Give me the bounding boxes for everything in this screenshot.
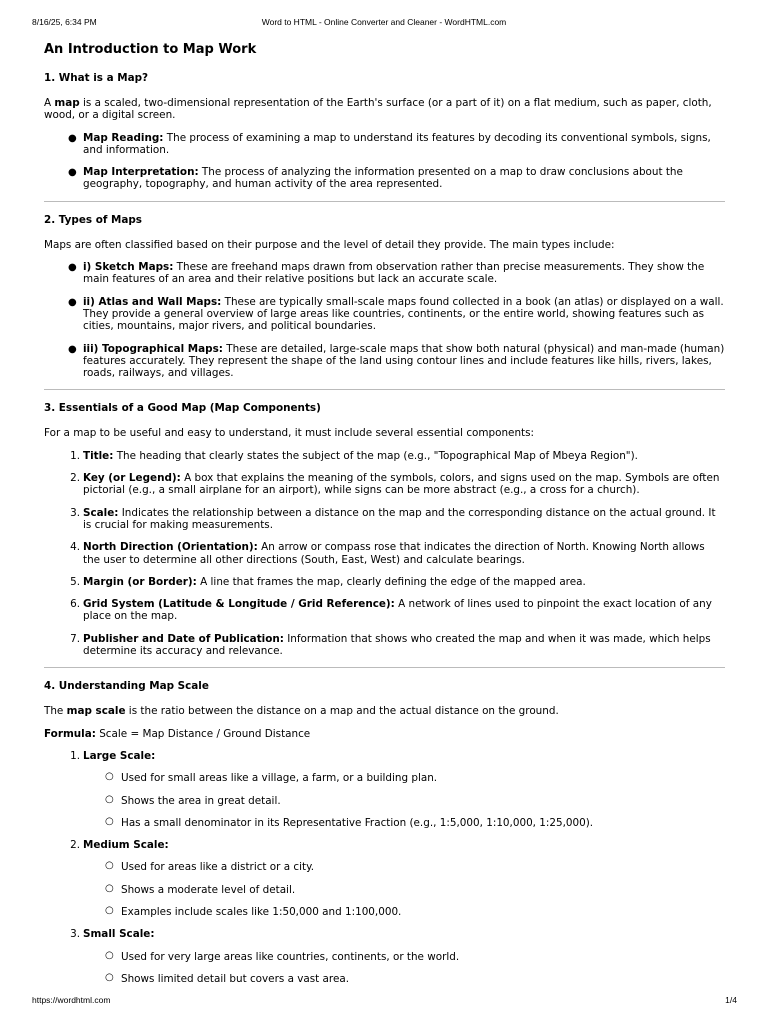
print-page-title: Word to HTML - Online Converter and Cleaner - WordHTML.com <box>261 17 507 27</box>
paragraph: A map is a scaled, two-dimensional representation of the Earth's surface (or a part of it) on a flat medium, such as paper, cloth, wood, or a digital screen. <box>44 97 712 122</box>
list-item: 1. Large Scale: <box>44 750 725 762</box>
list-item: ● ii) Atlas and Wall Maps: These are typically small-scale maps found collected in a book (an atlas) or displayed on a wall. They provide a general overview of large areas like countries, continents, or the entire world, showing features such as cities, mountains, major rivers, and political boundaries. <box>68 295 724 333</box>
list-number: 3. <box>70 506 80 519</box>
sub-list-item: ○ Examples include scales like 1:50,000 and 1:100,000. <box>105 904 402 918</box>
list-item: ● i) Sketch Maps: These are freehand maps drawn from observation rather than precise measurements. They show the main features of an area and their relative positions but lack an accurate scale. <box>68 261 705 286</box>
bullet-icon: ● <box>68 132 77 144</box>
sub-list-item: ○ Has a small denominator in its Representative Fraction (e.g., 1:5,000, 1:10,000, 1:25,000). <box>105 815 594 829</box>
circle-bullet-icon: ○ <box>105 882 114 894</box>
sub-list <box>44 951 725 986</box>
list-item: 7. Publisher and Date of Publication: Information that shows who created the map and when it was made, which helps determine its accuracy and relevance. <box>44 633 725 658</box>
list-number: 2. <box>70 472 80 485</box>
list-item: 2. Medium Scale: <box>44 839 725 851</box>
circle-bullet-icon: ○ <box>105 971 114 983</box>
section-heading: 2. Types of Maps <box>44 213 142 226</box>
circle-bullet-icon: ○ <box>105 793 114 805</box>
list-item: 2. Key (or Legend): A box that explains the meaning of the symbols, colors, and signs used on the map. Symbols are often pictorial (e.g., a small airplane for an airport), while signs can be more abstract (e.g., a cross for a church). <box>44 472 725 497</box>
list-number: 1. <box>70 749 80 762</box>
formula: Formula: Scale = Map Distance / Ground Distance <box>44 727 311 740</box>
print-datetime: 8/16/25, 6:34 PM <box>32 17 97 27</box>
scale-types-list <box>44 928 725 940</box>
list-number: 1. <box>70 449 80 462</box>
footer-url: https://wordhtml.com <box>32 995 111 1005</box>
bullet-icon: ● <box>68 296 77 308</box>
bullet-list <box>44 132 725 191</box>
list-number: 6. <box>70 598 80 611</box>
document-body <box>44 42 725 995</box>
list-number: 4. <box>70 541 80 554</box>
sub-list-item: ○ Shows limited detail but covers a vast area. <box>105 971 350 985</box>
list-item: ● iii) Topographical Maps: These are detailed, large-scale maps that show both natural (physical) and man-made (human) features accurately. They represent the shape of the land using contour lines and include features like hills, rivers, lakes, roads, railways, and villages. <box>68 342 725 380</box>
scale-types-list <box>44 839 725 851</box>
divider <box>44 389 725 390</box>
document-title: An Introduction to Map Work <box>44 42 257 57</box>
paragraph: For a map to be useful and easy to understand, it must include several essential components: <box>44 427 535 440</box>
sub-list <box>44 861 725 918</box>
sub-list-item: ○ Used for small areas like a village, a farm, or a building plan. <box>105 771 438 785</box>
numbered-list <box>44 450 725 658</box>
list-number: 7. <box>70 632 80 645</box>
circle-bullet-icon: ○ <box>105 771 114 783</box>
list-item: 1. Title: The heading that clearly states the subject of the map (e.g., "Topographical Map of Mbeya Region"). <box>44 450 725 462</box>
page-number: 1/4 <box>725 995 737 1005</box>
list-number: 2. <box>70 839 80 852</box>
section-heading: 4. Understanding Map Scale <box>44 680 209 693</box>
list-item: 6. Grid System (Latitude & Longitude / Grid Reference): A network of lines used to pinpoint the exact location of any place on the map. <box>44 598 725 623</box>
bullet-icon: ● <box>68 262 77 274</box>
paragraph: Maps are often classified based on their purpose and the level of detail they provide. The main types include: <box>44 238 615 251</box>
list-number: 3. <box>70 928 80 941</box>
circle-bullet-icon: ○ <box>105 904 114 916</box>
bullet-icon: ● <box>68 167 77 179</box>
circle-bullet-icon: ○ <box>105 815 114 827</box>
bullet-list <box>44 261 725 379</box>
list-item: ● Map Interpretation: The process of analyzing the information presented on a map to draw conclusions about the geography, topography, and human activity of the area represented. <box>68 166 683 191</box>
sub-list-item: ○ Used for very large areas like countries, continents, or the world. <box>105 949 460 963</box>
sub-list-item: ○ Shows the area in great detail. <box>105 793 281 807</box>
list-item: 3. Small Scale: <box>44 928 725 940</box>
list-item: 4. North Direction (Orientation): An arrow or compass rose that indicates the direction of North. Knowing North allows the user to determine all other directions (South, East, West) and calculate bearings. <box>44 541 725 566</box>
divider <box>44 201 725 202</box>
sub-list <box>44 772 725 829</box>
section-heading: 3. Essentials of a Good Map (Map Components) <box>44 402 321 415</box>
section-heading: 1. What is a Map? <box>44 72 149 84</box>
sub-list-item: ○ Used for areas like a district or a city. <box>105 860 315 874</box>
paragraph: The map scale is the ratio between the distance on a map and the actual distance on the ground. <box>44 705 559 718</box>
list-item: 3. Scale: Indicates the relationship between a distance on the map and the corresponding distance on the actual ground. It is crucial for making measurements. <box>44 507 725 532</box>
divider <box>44 667 725 668</box>
scale-types-list <box>44 750 725 762</box>
list-number: 5. <box>70 575 80 588</box>
sub-list-item: ○ Shows a moderate level of detail. <box>105 882 296 896</box>
list-item: ● Map Reading: The process of examining a map to understand its features by decoding its conventional symbols, signs, and information. <box>68 131 711 156</box>
circle-bullet-icon: ○ <box>105 949 114 961</box>
bullet-icon: ● <box>68 343 77 355</box>
circle-bullet-icon: ○ <box>105 860 114 872</box>
list-item: 5. Margin (or Border): A line that frames the map, clearly defining the edge of the mapped area. <box>44 576 725 588</box>
